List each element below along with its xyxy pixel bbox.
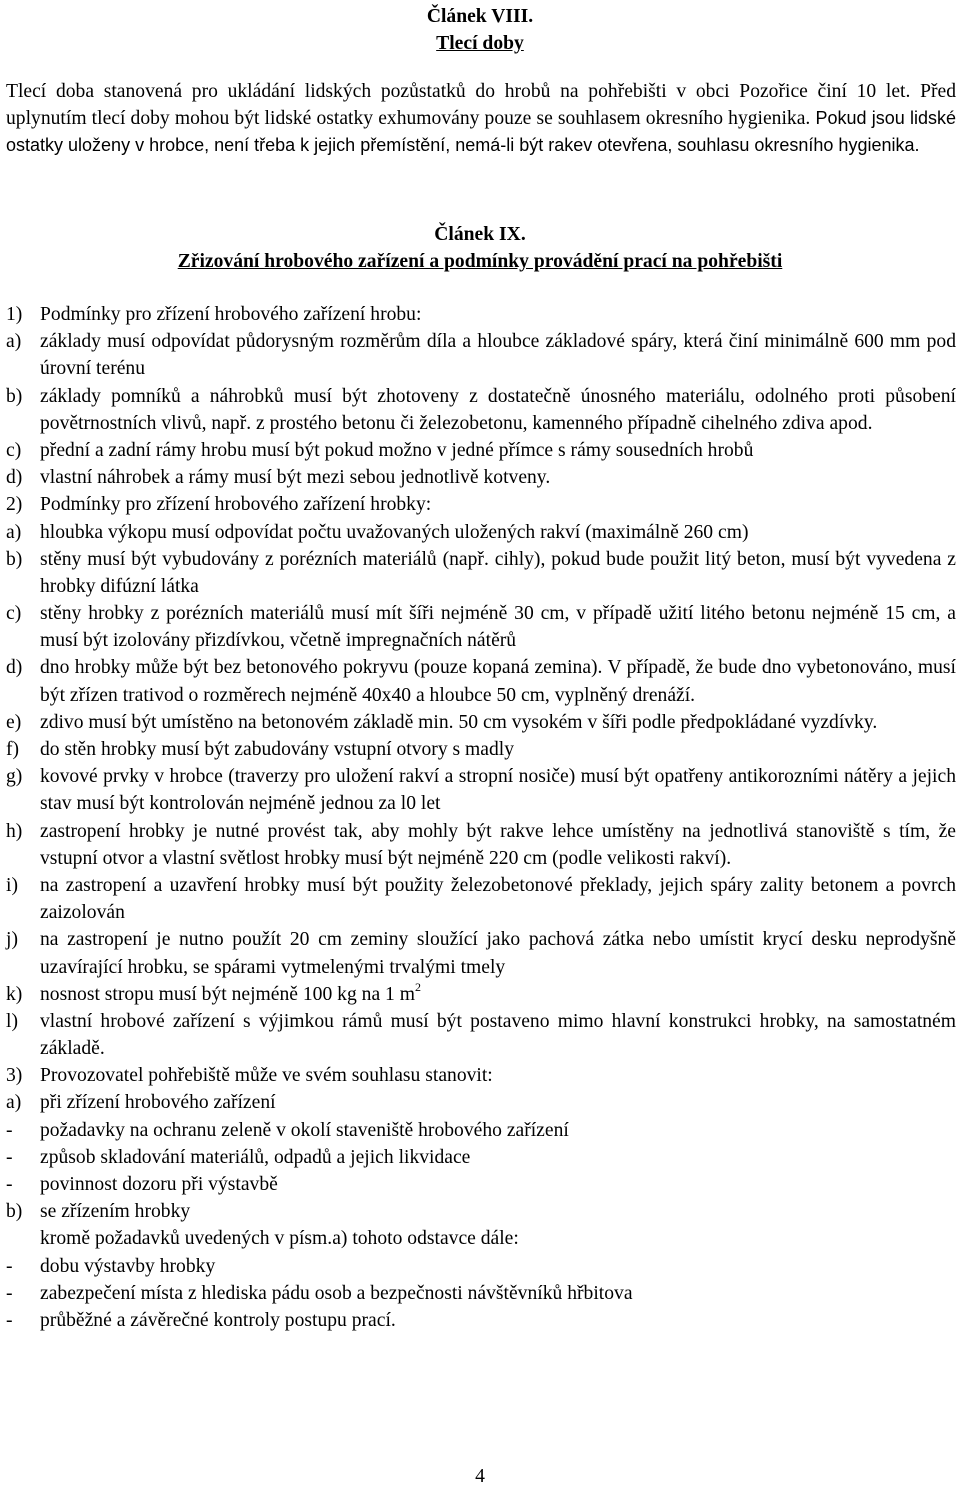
list-item: c) přední a zadní rámy hrobu musí být pokud možno v jedné přímce s rámy sousedních hrobů	[6, 439, 754, 461]
superscript: 2	[414, 979, 421, 994]
list-item: l) vlastní hrobové zařízení s výjimkou rámů musí být postaveno mimo hlavní konstrukci hrobky, na samostatném základě.	[6, 1010, 956, 1060]
list-item: d) vlastní náhrobek a rámy musí být mezi sebou jednotlivě kotveny.	[6, 467, 551, 489]
list-item: - průběžné a závěrečné kontroly postupu prací.	[6, 1309, 396, 1331]
list-item: kromě požadavků uvedených v písm.a) tohoto odstavce dále:	[40, 1228, 519, 1250]
page-number: 4	[475, 1466, 485, 1487]
article-9-title: Zřizování hrobového zařízení a podmínky provádění prací na pohřebišti	[177, 251, 783, 272]
list-item: 3) Provozovatel pohřebiště může ve svém souhlasu stanovit:	[6, 1065, 493, 1087]
article-9-number: Článek IX.	[434, 224, 526, 245]
list-item: 1) Podmínky pro zřízení hrobového zařízení hrobu:	[6, 304, 422, 325]
article-8-paragraph	[6, 78, 956, 160]
list-item: b) stěny musí být vybudovány z porézních materiálů (např. cihly), pokud bude použit litý beton, musí být vyvedena z hrobky difúzní látka	[6, 548, 956, 597]
list-item: j) na zastropení je nutno použít 20 cm zeminy sloužící jako pachová zátka nebo umístit krycí desku neprodyšně uzavírající hrobku, se spárami vytmelenými trvalými tmely	[6, 929, 956, 978]
list-item: - požadavky na ochranu zeleně v okolí staveniště hrobového zařízení	[6, 1119, 569, 1141]
article-8-number: Článek VIII.	[426, 6, 534, 27]
list-item: e) zdivo musí být umístěno na betonovém základě min. 50 cm vysokém v šíři podle předpokládané vyzdívky.	[6, 711, 878, 733]
list-item: a) základy musí odpovídat půdorysným rozměrům díla a hloubce základové spáry, která činí minimálně 600 mm pod úrovní terénu	[6, 331, 956, 380]
list-item: 2) Podmínky pro zřízení hrobového zařízení hrobky:	[6, 494, 432, 516]
list-item: - dobu výstavby hrobky	[6, 1255, 216, 1277]
list-item: b) se zřízením hrobky	[6, 1201, 191, 1223]
article-8-text-sans: Pokud jsou lidské ostatky uloženy v hrobce, není třeba k jejich přemístění, nemá-li být rakev otevřena, souhlasu okresního hygienika.	[6, 108, 957, 156]
article-8-title: Tlecí doby	[436, 33, 524, 54]
list-item: i) na zastropení a uzavření hrobky musí být použity železobetonové překlady, jejich spáry zality betonem a povrch zaizolován	[6, 874, 956, 924]
list-item: f) do stěn hrobky musí být zabudovány vstupní otvory s madly	[6, 739, 515, 760]
list-item: c) stěny hrobky z porézních materiálů musí mít šíři nejméně 30 cm, v případě užití litého betonu nejméně 15 cm, a musí být izolovány přizdívkou, včetně impregnačních nátěrů	[6, 603, 956, 652]
list-item: a) hloubka výkopu musí odpovídat počtu uvažovaných uložených rakví (maximálně 260 cm)	[6, 521, 749, 543]
article-9-list	[6, 301, 956, 1334]
list-item: d) dno hrobky může být bez betonového pokryvu (pouze kopaná zemina). V případě, že bude dno vybetonováno, musí být zřízen trativod o rozměrech nejméně 40x40 a hloubce 50 cm, vyplněný drenáží.	[6, 657, 956, 706]
list-item: - povinnost dozoru při výstavbě	[6, 1174, 278, 1195]
list-item: b) základy pomníků a náhrobků musí být zhotoveny z dostatečně únosného materiálu, odolného proti působení povětrnostních vlivů, např. z prostého betonu či železobetonu, kamenného případně cihelného zdiva apod.	[6, 385, 956, 434]
list-item: k) nosnost stropu musí být nejméně 100 kg na 1 $m^2$	[6, 979, 421, 1005]
article-8-text-serif: Tlecí doba stanovená pro ukládání lidských pozůstatků do hrobů na pohřebišti v obci Pozořice činí 10 let. Před uplynutím tlecí doby mohou být lidské ostatky exhumovány pouze se souhlasem okresního hygienika.	[6, 81, 956, 130]
list-item: - způsob skladování materiálů, odpadů a jejich likvidace	[6, 1146, 471, 1168]
list-item: - zabezpečení místa z hlediska pádu osob a bezpečnosti návštěvníků hřbitova	[6, 1282, 633, 1304]
list-item: h) zastropení hrobky je nutné provést tak, aby mohly být rakve lehce umístěny na jednotlivá stanoviště s tím, že vstupní otvor a vlastní světlost hrobky musí být nejméně 220 cm (podle velikosti rakví).	[6, 820, 956, 869]
list-item: a) při zřízení hrobového zařízení	[6, 1092, 276, 1114]
list-item: g) kovové prvky v hrobce (traverzy pro uložení rakví a stropní nosiče) musí být opatřeny antikorozními nátěry a jejich stav musí být kontrolován nejméně jednou za l0 let	[6, 766, 956, 815]
